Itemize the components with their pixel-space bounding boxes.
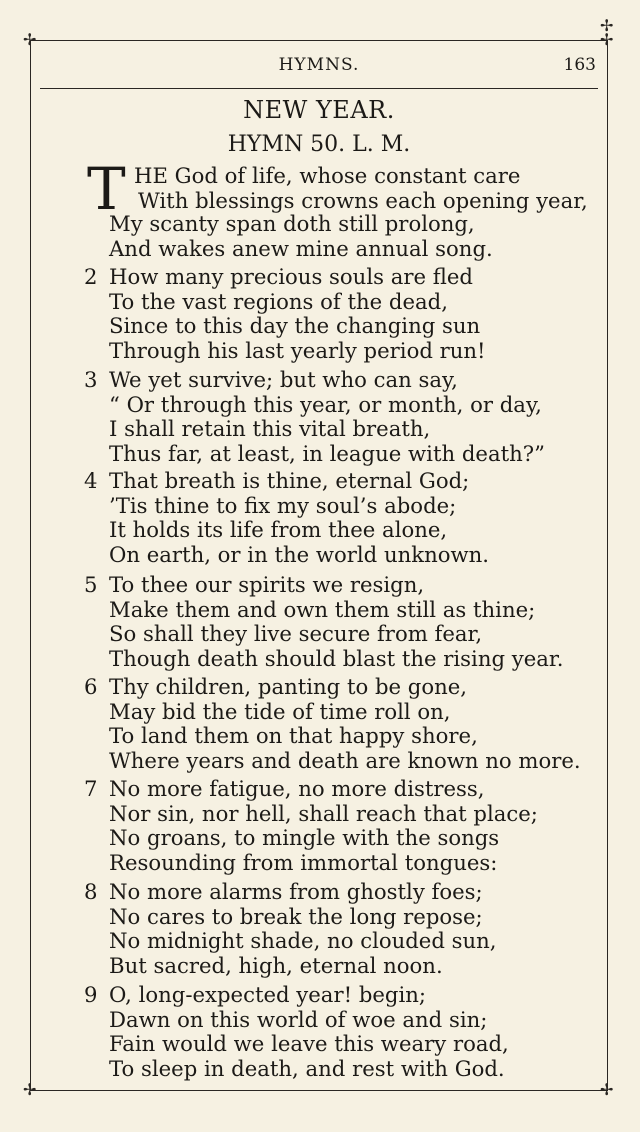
corner-ornament-icon: ✢ (23, 30, 37, 49)
stanza-number: 3 (84, 367, 98, 392)
stanza-line: No more alarms from ghostly foes; (109, 879, 483, 904)
stanza-number: 7 (84, 776, 98, 801)
stanza-2 (84, 265, 604, 363)
page-header (40, 54, 598, 80)
section-title: NEW YEAR. (243, 96, 395, 124)
stanza-8 (84, 880, 604, 978)
left-border-rule (30, 40, 31, 1090)
stanza-line: O, long-expected year! begin; (109, 982, 427, 1007)
stanza-line: No groans, to mingle with the songs (109, 825, 500, 851)
stanza-number: 2 (84, 264, 98, 289)
stanza-number: 6 (84, 674, 98, 699)
stanza-line: ’Tis thine to fix my soul’s abode; (109, 492, 457, 518)
page-number: 163 (563, 55, 596, 75)
stanza-line: To thee our spirits we resign, (109, 572, 425, 597)
stanza-5 (84, 573, 604, 671)
stanza-line: Resounding from immortal tongues: (109, 849, 498, 875)
stanza-line: Though death should blast the rising year. (109, 645, 564, 671)
stanza-line: To sleep in death, and rest with God. (109, 1055, 505, 1081)
stanza-line: HE God of life, whose constant care (134, 163, 521, 188)
stanza-line: And wakes anew mine annual song. (109, 235, 493, 261)
stanza-line: Thus far, at least, in league with death?” (109, 440, 545, 466)
stanza-line: Dawn on this world of woe and sin; (109, 1006, 488, 1032)
stanza-line: On earth, or in the world unknown. (109, 541, 490, 567)
stanza-line: Nor sin, nor hell, shall reach that place; (109, 800, 538, 826)
stanza-number: 9 (84, 982, 98, 1007)
stanza-line: Through his last yearly period run! (109, 337, 486, 363)
stanza-line: Fain would we leave this weary road, (109, 1031, 509, 1057)
corner-ornament-icon: ✢ (23, 1080, 37, 1099)
corner-ornament-icon: ✢ (600, 16, 614, 35)
stanza-9 (84, 983, 604, 1081)
bottom-border-rule (30, 1090, 608, 1091)
stanza-line: That breath is thine, eternal God; (109, 468, 470, 493)
stanza-line: I shall retain this vital breath, (109, 416, 431, 442)
stanza-number: 8 (84, 879, 98, 904)
stanza-line: To the vast regions of the dead, (109, 288, 448, 314)
stanza-7 (84, 777, 604, 875)
stanza-line: How many precious souls are fled (109, 264, 473, 289)
stanza-line: Thy children, panting to be gone, (109, 674, 468, 699)
stanza-line: We yet survive; but who can say, (109, 367, 458, 392)
top-border-rule (30, 40, 608, 41)
stanza-line: To land them on that happy shore, (109, 723, 478, 749)
header-underline-rule (40, 88, 598, 89)
stanza-line: My scanty span doth still prolong, (109, 211, 475, 236)
stanza-6 (84, 675, 604, 773)
running-head: HYMNS. (278, 55, 360, 75)
stanza-line: Since to this day the changing sun (109, 313, 481, 339)
stanza-line: Make them and own them still as thine; (109, 596, 536, 622)
stanza-line: It holds its life from thee alone, (109, 517, 448, 543)
stanza-line: But sacred, high, eternal noon. (109, 952, 443, 978)
corner-ornament-icon: ✢ (600, 30, 614, 49)
stanza-line: So shall they live secure from fear, (109, 621, 483, 647)
stanza-3 (84, 368, 604, 466)
corner-ornament-icon: ✢ (600, 1080, 614, 1099)
stanza-4 (84, 469, 604, 567)
stanza-line: “ Or through this year, or month, or day, (109, 391, 542, 417)
hymn-title: HYMN 50. L. M. (227, 132, 411, 157)
stanza-line: No more fatigue, no more distress, (109, 776, 485, 801)
right-border-rule (607, 40, 608, 1090)
stanza-number: 5 (84, 572, 98, 597)
stanza-line: No cares to break the long repose; (109, 903, 483, 929)
stanza-line: Where years and death are known no more. (109, 747, 581, 773)
stanza-number: 4 (84, 468, 98, 493)
stanza-line: With blessings crowns each opening year, (138, 188, 588, 213)
stanza-line: No midnight shade, no clouded sun, (109, 928, 497, 954)
drop-cap: T (87, 155, 126, 223)
stanza-line: May bid the tide of time roll on, (109, 698, 451, 724)
